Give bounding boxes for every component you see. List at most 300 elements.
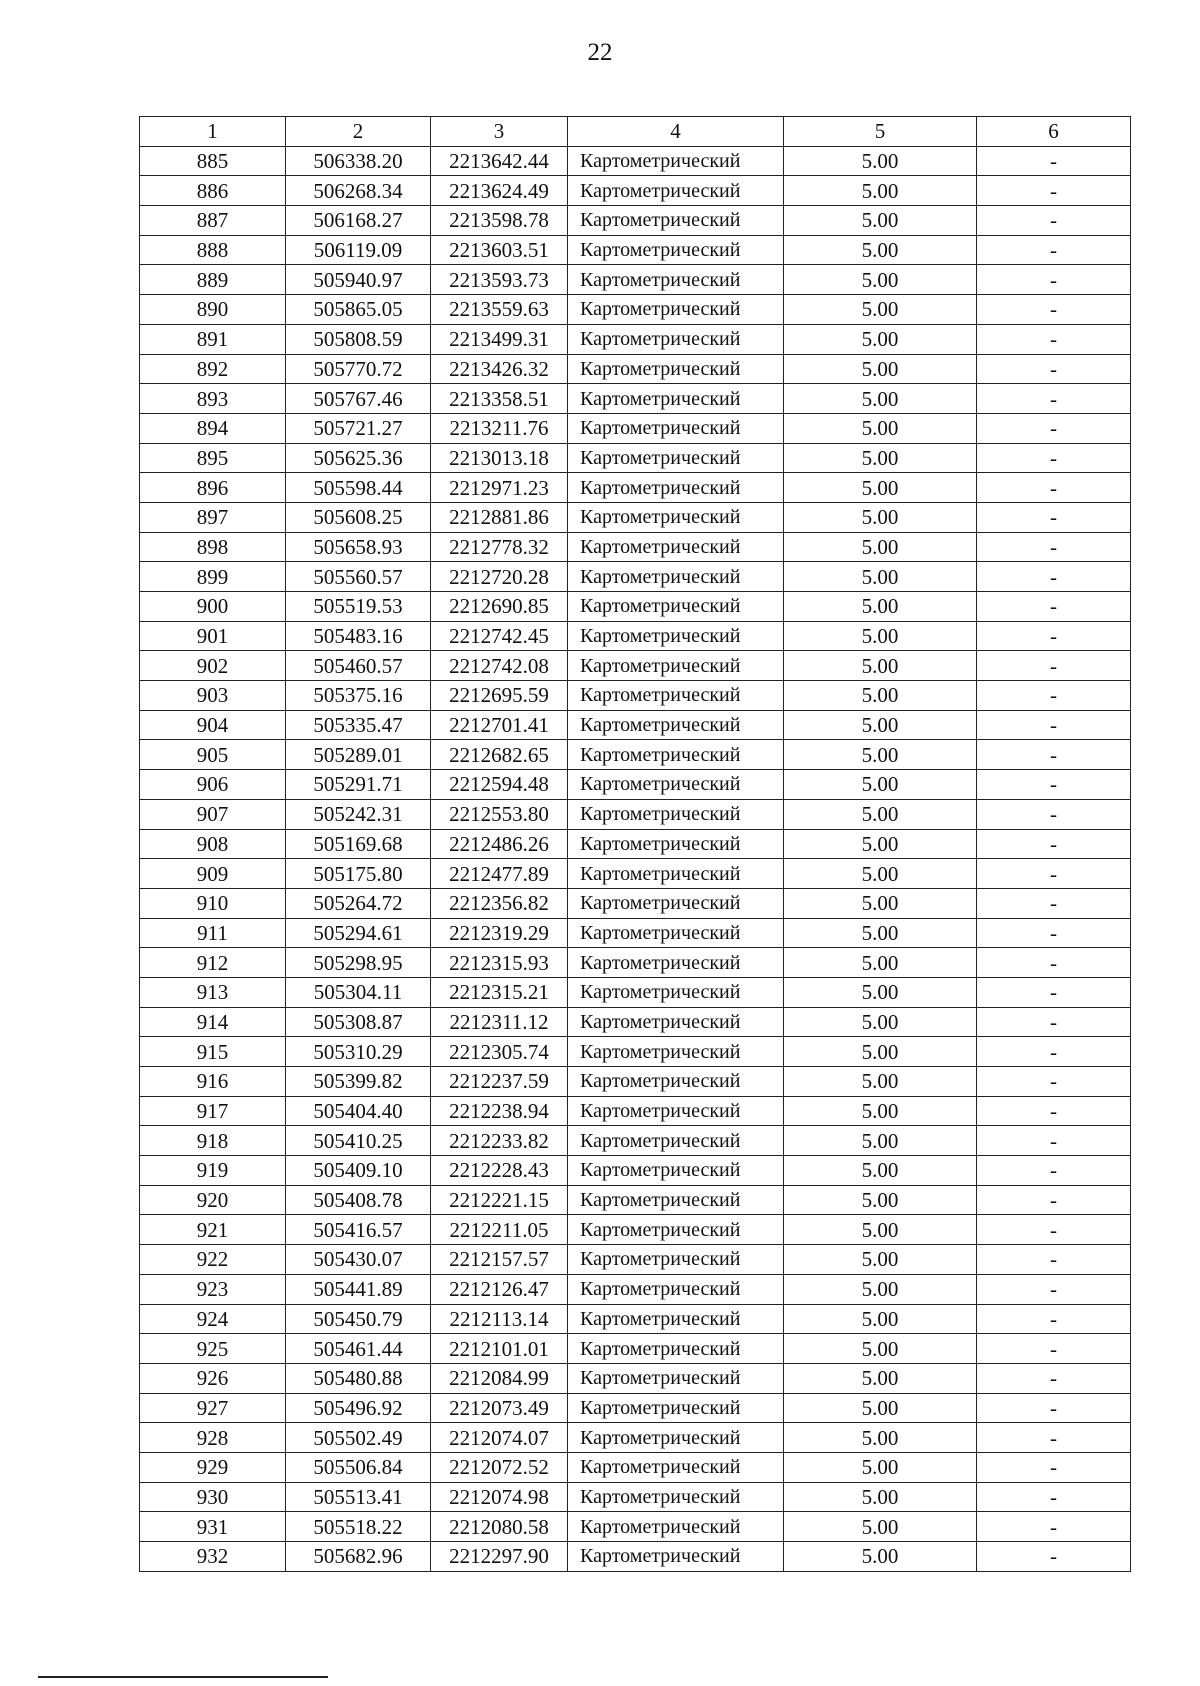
x-coordinate-cell: 505625.36 [286, 443, 431, 473]
point-number-cell: 915 [140, 1037, 286, 1067]
y-coordinate-cell: 2213559.63 [431, 295, 568, 325]
y-coordinate-cell: 2212311.12 [431, 1007, 568, 1037]
x-coordinate-cell: 505682.96 [286, 1542, 431, 1572]
x-coordinate-cell: 505461.44 [286, 1334, 431, 1364]
point-number-cell: 898 [140, 532, 286, 562]
table-row [140, 977, 1131, 1007]
method-cell: Картометрический [568, 1156, 784, 1186]
point-number-cell: 893 [140, 384, 286, 414]
accuracy-cell: 5.00 [784, 502, 977, 532]
description-cell: - [977, 1245, 1131, 1275]
method-cell: Картометрический [568, 740, 784, 770]
description-cell: - [977, 413, 1131, 443]
point-number-cell: 897 [140, 502, 286, 532]
y-coordinate-cell: 2213598.78 [431, 206, 568, 236]
table-row [140, 888, 1131, 918]
description-cell: - [977, 562, 1131, 592]
point-number-cell: 927 [140, 1393, 286, 1423]
method-cell: Картометрический [568, 1185, 784, 1215]
accuracy-cell: 5.00 [784, 1156, 977, 1186]
header-row [140, 117, 1131, 147]
table-row [140, 1452, 1131, 1482]
description-cell: - [977, 1156, 1131, 1186]
table-row [140, 443, 1131, 473]
method-cell: Картометрический [568, 562, 784, 592]
column-header: 2 [286, 117, 431, 147]
accuracy-cell: 5.00 [784, 859, 977, 889]
x-coordinate-cell: 505335.47 [286, 710, 431, 740]
description-cell: - [977, 146, 1131, 176]
y-coordinate-cell: 2212221.15 [431, 1185, 568, 1215]
column-header: 1 [140, 117, 286, 147]
x-coordinate-cell: 505441.89 [286, 1274, 431, 1304]
method-cell: Картометрический [568, 265, 784, 295]
method-cell: Картометрический [568, 473, 784, 503]
point-number-cell: 895 [140, 443, 286, 473]
y-coordinate-cell: 2213642.44 [431, 146, 568, 176]
description-cell: - [977, 473, 1131, 503]
x-coordinate-cell: 505450.79 [286, 1304, 431, 1334]
y-coordinate-cell: 2212315.93 [431, 948, 568, 978]
y-coordinate-cell: 2213624.49 [431, 176, 568, 206]
accuracy-cell: 5.00 [784, 354, 977, 384]
point-number-cell: 921 [140, 1215, 286, 1245]
y-coordinate-cell: 2212233.82 [431, 1126, 568, 1156]
accuracy-cell: 5.00 [784, 681, 977, 711]
description-cell: - [977, 1215, 1131, 1245]
table-row [140, 354, 1131, 384]
method-cell: Картометрический [568, 206, 784, 236]
description-cell: - [977, 681, 1131, 711]
accuracy-cell: 5.00 [784, 1245, 977, 1275]
y-coordinate-cell: 2212315.21 [431, 977, 568, 1007]
point-number-cell: 894 [140, 413, 286, 443]
x-coordinate-cell: 505513.41 [286, 1482, 431, 1512]
y-coordinate-cell: 2212356.82 [431, 888, 568, 918]
x-coordinate-cell: 505308.87 [286, 1007, 431, 1037]
y-coordinate-cell: 2212881.86 [431, 502, 568, 532]
table-row [140, 1512, 1131, 1542]
method-cell: Картометрический [568, 1215, 784, 1245]
point-number-cell: 913 [140, 977, 286, 1007]
x-coordinate-cell: 505430.07 [286, 1245, 431, 1275]
description-cell: - [977, 1304, 1131, 1334]
y-coordinate-cell: 2212074.07 [431, 1423, 568, 1453]
accuracy-cell: 5.00 [784, 592, 977, 622]
x-coordinate-cell: 505770.72 [286, 354, 431, 384]
x-coordinate-cell: 505291.71 [286, 770, 431, 800]
table-row [140, 740, 1131, 770]
y-coordinate-cell: 2213426.32 [431, 354, 568, 384]
table-row [140, 384, 1131, 414]
accuracy-cell: 5.00 [784, 918, 977, 948]
method-cell: Картометрический [568, 532, 784, 562]
y-coordinate-cell: 2212080.58 [431, 1512, 568, 1542]
accuracy-cell: 5.00 [784, 1096, 977, 1126]
table-row [140, 1037, 1131, 1067]
method-cell: Картометрический [568, 621, 784, 651]
y-coordinate-cell: 2212477.89 [431, 859, 568, 889]
accuracy-cell: 5.00 [784, 829, 977, 859]
point-number-cell: 925 [140, 1334, 286, 1364]
x-coordinate-cell: 505560.57 [286, 562, 431, 592]
point-number-cell: 901 [140, 621, 286, 651]
table-row [140, 799, 1131, 829]
description-cell: - [977, 977, 1131, 1007]
description-cell: - [977, 888, 1131, 918]
method-cell: Картометрический [568, 1334, 784, 1364]
column-header: 4 [568, 117, 784, 147]
accuracy-cell: 5.00 [784, 770, 977, 800]
x-coordinate-cell: 505169.68 [286, 829, 431, 859]
point-number-cell: 923 [140, 1274, 286, 1304]
method-cell: Картометрический [568, 829, 784, 859]
point-number-cell: 911 [140, 918, 286, 948]
point-number-cell: 896 [140, 473, 286, 503]
description-cell: - [977, 621, 1131, 651]
point-number-cell: 918 [140, 1126, 286, 1156]
table-row [140, 1007, 1131, 1037]
method-cell: Картометрический [568, 1126, 784, 1156]
table-row [140, 1423, 1131, 1453]
description-cell: - [977, 206, 1131, 236]
description-cell: - [977, 1274, 1131, 1304]
x-coordinate-cell: 505519.53 [286, 592, 431, 622]
description-cell: - [977, 859, 1131, 889]
point-number-cell: 891 [140, 324, 286, 354]
point-number-cell: 887 [140, 206, 286, 236]
accuracy-cell: 5.00 [784, 413, 977, 443]
point-number-cell: 886 [140, 176, 286, 206]
method-cell: Картометрический [568, 1007, 784, 1037]
accuracy-cell: 5.00 [784, 532, 977, 562]
description-cell: - [977, 532, 1131, 562]
point-number-cell: 888 [140, 235, 286, 265]
point-number-cell: 929 [140, 1452, 286, 1482]
description-cell: - [977, 502, 1131, 532]
method-cell: Картометрический [568, 502, 784, 532]
x-coordinate-cell: 505608.25 [286, 502, 431, 532]
description-cell: - [977, 1037, 1131, 1067]
y-coordinate-cell: 2212720.28 [431, 562, 568, 592]
point-number-cell: 932 [140, 1542, 286, 1572]
point-number-cell: 890 [140, 295, 286, 325]
description-cell: - [977, 1452, 1131, 1482]
accuracy-cell: 5.00 [784, 1482, 977, 1512]
x-coordinate-cell: 506268.34 [286, 176, 431, 206]
table-row [140, 681, 1131, 711]
description-cell: - [977, 176, 1131, 206]
table-row [140, 1215, 1131, 1245]
x-coordinate-cell: 505808.59 [286, 324, 431, 354]
method-cell: Картометрический [568, 384, 784, 414]
table-row [140, 948, 1131, 978]
table-row [140, 770, 1131, 800]
table-row [140, 1245, 1131, 1275]
x-coordinate-cell: 505375.16 [286, 681, 431, 711]
accuracy-cell: 5.00 [784, 1185, 977, 1215]
y-coordinate-cell: 2213358.51 [431, 384, 568, 414]
y-coordinate-cell: 2212072.52 [431, 1452, 568, 1482]
y-coordinate-cell: 2212778.32 [431, 532, 568, 562]
x-coordinate-cell: 505518.22 [286, 1512, 431, 1542]
table-row [140, 1393, 1131, 1423]
description-cell: - [977, 235, 1131, 265]
table-row [140, 1185, 1131, 1215]
y-coordinate-cell: 2212074.98 [431, 1482, 568, 1512]
point-number-cell: 906 [140, 770, 286, 800]
y-coordinate-cell: 2213499.31 [431, 324, 568, 354]
x-coordinate-cell: 505289.01 [286, 740, 431, 770]
table-row [140, 1067, 1131, 1097]
y-coordinate-cell: 2212553.80 [431, 799, 568, 829]
accuracy-cell: 5.00 [784, 1334, 977, 1364]
table-body [140, 117, 1131, 1572]
point-number-cell: 931 [140, 1512, 286, 1542]
x-coordinate-cell: 505404.40 [286, 1096, 431, 1126]
method-cell: Картометрический [568, 1363, 784, 1393]
x-coordinate-cell: 505483.16 [286, 621, 431, 651]
x-coordinate-cell: 505767.46 [286, 384, 431, 414]
accuracy-cell: 5.00 [784, 1512, 977, 1542]
point-number-cell: 885 [140, 146, 286, 176]
x-coordinate-cell: 505304.11 [286, 977, 431, 1007]
description-cell: - [977, 948, 1131, 978]
x-coordinate-cell: 505496.92 [286, 1393, 431, 1423]
point-number-cell: 914 [140, 1007, 286, 1037]
point-number-cell: 909 [140, 859, 286, 889]
point-number-cell: 930 [140, 1482, 286, 1512]
accuracy-cell: 5.00 [784, 740, 977, 770]
y-coordinate-cell: 2212113.14 [431, 1304, 568, 1334]
description-cell: - [977, 384, 1131, 414]
table-row [140, 176, 1131, 206]
description-cell: - [977, 740, 1131, 770]
table-row [140, 562, 1131, 592]
table-row [140, 502, 1131, 532]
y-coordinate-cell: 2212594.48 [431, 770, 568, 800]
y-coordinate-cell: 2212211.05 [431, 1215, 568, 1245]
y-coordinate-cell: 2212486.26 [431, 829, 568, 859]
accuracy-cell: 5.00 [784, 1215, 977, 1245]
point-number-cell: 905 [140, 740, 286, 770]
description-cell: - [977, 1512, 1131, 1542]
table-row [140, 651, 1131, 681]
table-row [140, 1482, 1131, 1512]
method-cell: Картометрический [568, 977, 784, 1007]
column-header: 5 [784, 117, 977, 147]
point-number-cell: 902 [140, 651, 286, 681]
point-number-cell: 924 [140, 1304, 286, 1334]
table-row [140, 859, 1131, 889]
point-number-cell: 922 [140, 1245, 286, 1275]
table-row [140, 1156, 1131, 1186]
point-number-cell: 916 [140, 1067, 286, 1097]
accuracy-cell: 5.00 [784, 235, 977, 265]
description-cell: - [977, 592, 1131, 622]
method-cell: Картометрический [568, 1393, 784, 1423]
method-cell: Картометрический [568, 1245, 784, 1275]
page-number: 22 [587, 39, 613, 66]
description-cell: - [977, 918, 1131, 948]
point-number-cell: 904 [140, 710, 286, 740]
table-row [140, 1126, 1131, 1156]
accuracy-cell: 5.00 [784, 1363, 977, 1393]
method-cell: Картометрический [568, 888, 784, 918]
table-row [140, 146, 1131, 176]
point-number-cell: 900 [140, 592, 286, 622]
y-coordinate-cell: 2212742.45 [431, 621, 568, 651]
accuracy-cell: 5.00 [784, 473, 977, 503]
coordinates-table [139, 116, 1131, 1572]
table-row [140, 413, 1131, 443]
description-cell: - [977, 1126, 1131, 1156]
method-cell: Картометрический [568, 799, 784, 829]
y-coordinate-cell: 2212682.65 [431, 740, 568, 770]
y-coordinate-cell: 2212319.29 [431, 918, 568, 948]
y-coordinate-cell: 2212297.90 [431, 1542, 568, 1572]
point-number-cell: 899 [140, 562, 286, 592]
accuracy-cell: 5.00 [784, 562, 977, 592]
accuracy-cell: 5.00 [784, 651, 977, 681]
table-row [140, 295, 1131, 325]
x-coordinate-cell: 505502.49 [286, 1423, 431, 1453]
accuracy-cell: 5.00 [784, 1542, 977, 1572]
method-cell: Картометрический [568, 918, 784, 948]
x-coordinate-cell: 506119.09 [286, 235, 431, 265]
table-row [140, 1274, 1131, 1304]
method-cell: Картометрический [568, 1542, 784, 1572]
accuracy-cell: 5.00 [784, 1007, 977, 1037]
footnote-rule [38, 1676, 328, 1678]
method-cell: Картометрический [568, 770, 784, 800]
table-row [140, 532, 1131, 562]
method-cell: Картометрический [568, 1452, 784, 1482]
x-coordinate-cell: 505242.31 [286, 799, 431, 829]
accuracy-cell: 5.00 [784, 265, 977, 295]
description-cell: - [977, 1363, 1131, 1393]
table-row [140, 1096, 1131, 1126]
x-coordinate-cell: 505175.80 [286, 859, 431, 889]
x-coordinate-cell: 505264.72 [286, 888, 431, 918]
description-cell: - [977, 324, 1131, 354]
y-coordinate-cell: 2212305.74 [431, 1037, 568, 1067]
x-coordinate-cell: 505399.82 [286, 1067, 431, 1097]
x-coordinate-cell: 505506.84 [286, 1452, 431, 1482]
description-cell: - [977, 443, 1131, 473]
x-coordinate-cell: 505598.44 [286, 473, 431, 503]
point-number-cell: 919 [140, 1156, 286, 1186]
table-row [140, 473, 1131, 503]
method-cell: Картометрический [568, 681, 784, 711]
table-row [140, 265, 1131, 295]
accuracy-cell: 5.00 [784, 443, 977, 473]
point-number-cell: 920 [140, 1185, 286, 1215]
y-coordinate-cell: 2212971.23 [431, 473, 568, 503]
accuracy-cell: 5.00 [784, 1452, 977, 1482]
accuracy-cell: 5.00 [784, 324, 977, 354]
method-cell: Картометрический [568, 176, 784, 206]
y-coordinate-cell: 2212695.59 [431, 681, 568, 711]
accuracy-cell: 5.00 [784, 295, 977, 325]
method-cell: Картометрический [568, 443, 784, 473]
x-coordinate-cell: 506168.27 [286, 206, 431, 236]
x-coordinate-cell: 505298.95 [286, 948, 431, 978]
x-coordinate-cell: 506338.20 [286, 146, 431, 176]
column-header: 6 [977, 117, 1131, 147]
table-row [140, 1363, 1131, 1393]
accuracy-cell: 5.00 [784, 1037, 977, 1067]
description-cell: - [977, 1542, 1131, 1572]
description-cell: - [977, 1334, 1131, 1364]
y-coordinate-cell: 2212157.57 [431, 1245, 568, 1275]
method-cell: Картометрический [568, 295, 784, 325]
point-number-cell: 908 [140, 829, 286, 859]
method-cell: Картометрический [568, 651, 784, 681]
table-row [140, 1304, 1131, 1334]
y-coordinate-cell: 2213593.73 [431, 265, 568, 295]
point-number-cell: 903 [140, 681, 286, 711]
accuracy-cell: 5.00 [784, 1126, 977, 1156]
table-row [140, 710, 1131, 740]
x-coordinate-cell: 505410.25 [286, 1126, 431, 1156]
accuracy-cell: 5.00 [784, 146, 977, 176]
description-cell: - [977, 1096, 1131, 1126]
description-cell: - [977, 770, 1131, 800]
table-row [140, 206, 1131, 236]
point-number-cell: 928 [140, 1423, 286, 1453]
method-cell: Картометрический [568, 235, 784, 265]
description-cell: - [977, 1007, 1131, 1037]
y-coordinate-cell: 2212742.08 [431, 651, 568, 681]
y-coordinate-cell: 2212701.41 [431, 710, 568, 740]
method-cell: Картометрический [568, 1482, 784, 1512]
y-coordinate-cell: 2212073.49 [431, 1393, 568, 1423]
description-cell: - [977, 1067, 1131, 1097]
point-number-cell: 889 [140, 265, 286, 295]
x-coordinate-cell: 505460.57 [286, 651, 431, 681]
method-cell: Картометрический [568, 1037, 784, 1067]
method-cell: Картометрический [568, 1304, 784, 1334]
description-cell: - [977, 354, 1131, 384]
method-cell: Картометрический [568, 354, 784, 384]
method-cell: Картометрический [568, 710, 784, 740]
table-row [140, 235, 1131, 265]
description-cell: - [977, 651, 1131, 681]
method-cell: Картометрический [568, 1067, 784, 1097]
accuracy-cell: 5.00 [784, 710, 977, 740]
accuracy-cell: 5.00 [784, 384, 977, 414]
y-coordinate-cell: 2212237.59 [431, 1067, 568, 1097]
accuracy-cell: 5.00 [784, 799, 977, 829]
y-coordinate-cell: 2212084.99 [431, 1363, 568, 1393]
accuracy-cell: 5.00 [784, 1274, 977, 1304]
y-coordinate-cell: 2212690.85 [431, 592, 568, 622]
accuracy-cell: 5.00 [784, 948, 977, 978]
x-coordinate-cell: 505409.10 [286, 1156, 431, 1186]
x-coordinate-cell: 505408.78 [286, 1185, 431, 1215]
accuracy-cell: 5.00 [784, 1393, 977, 1423]
x-coordinate-cell: 505294.61 [286, 918, 431, 948]
accuracy-cell: 5.00 [784, 977, 977, 1007]
y-coordinate-cell: 2213211.76 [431, 413, 568, 443]
x-coordinate-cell: 505721.27 [286, 413, 431, 443]
point-number-cell: 912 [140, 948, 286, 978]
method-cell: Картометрический [568, 1096, 784, 1126]
accuracy-cell: 5.00 [784, 1304, 977, 1334]
x-coordinate-cell: 505416.57 [286, 1215, 431, 1245]
y-coordinate-cell: 2212126.47 [431, 1274, 568, 1304]
